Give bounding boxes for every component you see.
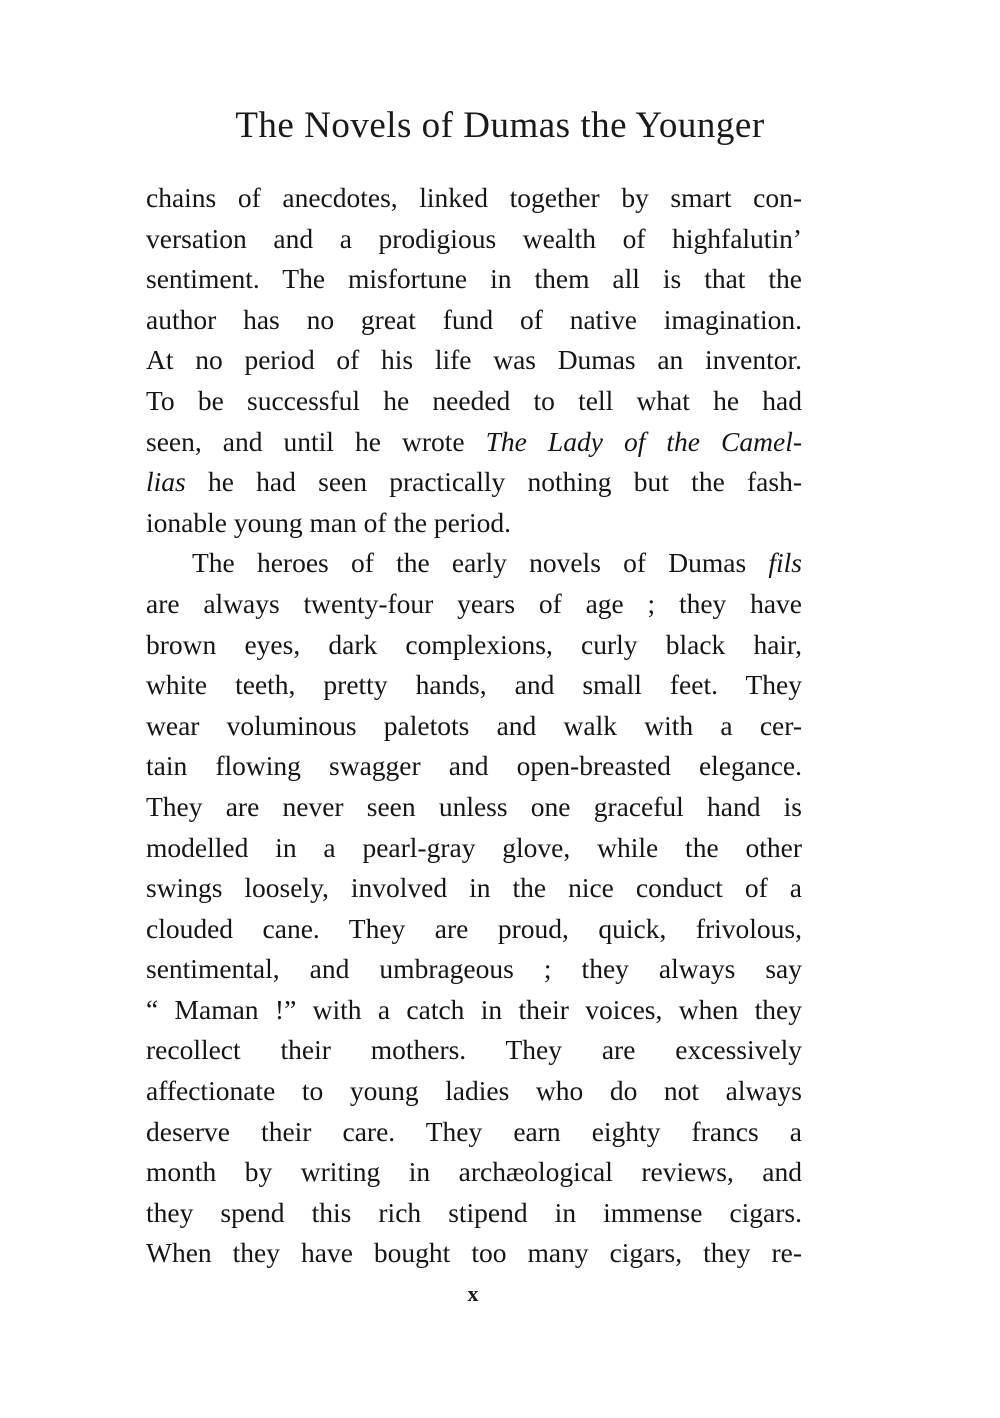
text-fragment: The heroes of the early novels of Dumas: [192, 547, 769, 579]
text-line: sentiment. The misfortune in them all is that the: [146, 263, 802, 295]
text-line: affectionate to young ladies who do not always: [146, 1075, 802, 1107]
text-line: clouded cane. They are proud, quick, frivolous,: [146, 912, 802, 944]
text-line: At no period of his life was Dumas an inventor.: [146, 344, 802, 376]
text-fragment: he had seen practically nothing but the fash-: [185, 466, 802, 498]
text-line: sentimental, and umbrageous ; they always say: [146, 953, 802, 985]
text-line: brown eyes, dark complexions, curly black hair,: [146, 628, 802, 660]
body-text: [146, 178, 802, 1274]
text-line: are always twenty-four years of age ; they have: [146, 587, 802, 619]
text-line: [146, 462, 802, 503]
text-line: wear voluminous paletots and walk with a cer-: [146, 709, 802, 741]
text-line: “ Maman !” with a catch in their voices, when they: [146, 993, 802, 1025]
text-line: versation and a prodigious wealth of highfalutin’: [146, 222, 802, 254]
text-line: recollect their mothers. They are excessively: [146, 1034, 802, 1066]
text-line: tain flowing swagger and open-breasted elegance.: [146, 750, 802, 782]
text-fragment: seen, and until he wrote: [146, 425, 486, 457]
text-line: author has no great fund of native imagination.: [146, 303, 802, 335]
text-line: ionable young man of the period.: [146, 506, 512, 538]
italic-word: fils: [768, 547, 802, 579]
text-line: [146, 543, 802, 584]
text-line: To be successful he needed to tell what he had: [146, 384, 802, 416]
book-title-italic: The Lady of the Camel-: [485, 425, 802, 457]
text-line: they spend this rich stipend in immense cigars.: [146, 1196, 802, 1228]
running-head: The Novels of Dumas the Younger: [235, 105, 765, 146]
text-line: chains of anecdotes, linked together by smart con-: [146, 182, 802, 213]
book-title-italic: lias: [146, 466, 186, 498]
text-line: deserve their care. They earn eighty francs a: [146, 1115, 802, 1147]
text-line: [146, 422, 802, 463]
text-line: When they have bought too many cigars, they re-: [146, 1237, 802, 1269]
text-line: modelled in a pearl-gray glove, while the other: [146, 831, 802, 863]
text-line: month by writing in archæological reviews, and: [146, 1156, 802, 1188]
text-line: They are never seen unless one graceful hand is: [146, 790, 802, 822]
text-line: white teeth, pretty hands, and small feet. They: [146, 669, 802, 701]
text-line: swings loosely, involved in the nice conduct of a: [146, 872, 802, 904]
page-number: x: [467, 1281, 479, 1306]
